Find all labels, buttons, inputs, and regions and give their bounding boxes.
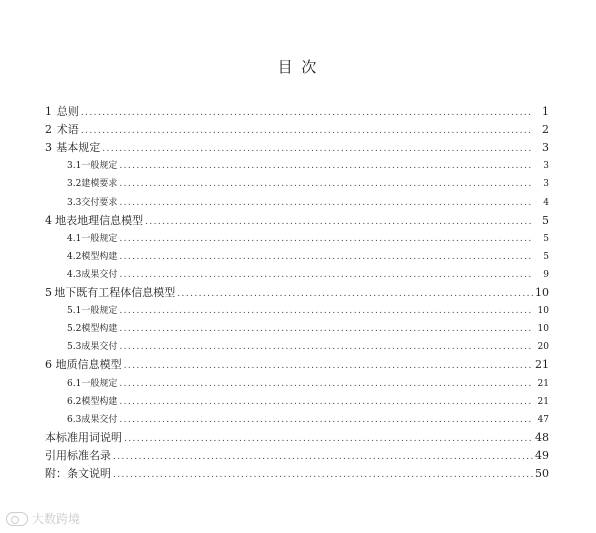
toc-section-row[interactable] — [45, 121, 549, 139]
toc-page-number: 20 — [537, 342, 549, 353]
toc-label: 附：条文说明 — [45, 467, 111, 480]
toc-leader-dots — [145, 213, 533, 231]
toc-number: 5.2 — [67, 324, 82, 335]
toc-leader-dots — [119, 302, 533, 320]
toc-leader-dots — [81, 104, 533, 122]
toc-subsection-row[interactable] — [67, 411, 549, 429]
toc-number: 5 — [45, 286, 52, 299]
toc-page-number: 9 — [543, 269, 549, 280]
toc-section-row[interactable] — [45, 429, 549, 447]
toc-leader-dots — [119, 320, 533, 338]
toc-label: 引用标准名录 — [45, 448, 111, 462]
toc-page-number: 47 — [537, 414, 549, 425]
watermark — [6, 510, 80, 527]
watermark-text: 大数跨境 — [32, 512, 81, 526]
toc-page-number: 21 — [537, 378, 549, 389]
toc-page-number: 48 — [535, 430, 549, 444]
toc-page-number: 4 — [543, 197, 549, 208]
toc-subsection-row[interactable] — [67, 157, 549, 175]
toc-leader-dots — [124, 430, 533, 448]
page-title: 目 次 — [277, 58, 319, 76]
toc-leader-dots — [119, 393, 533, 411]
toc-section-row[interactable] — [45, 284, 549, 302]
toc-page-number: 10 — [537, 306, 549, 317]
toc-number: 3.2 — [67, 179, 82, 190]
toc-leader-dots — [119, 338, 533, 356]
toc-leader-dots — [119, 157, 533, 175]
toc-page-number: 3 — [542, 141, 549, 155]
toc-subsection-row[interactable] — [67, 194, 549, 212]
toc-leader-dots — [119, 411, 533, 429]
toc-leader-dots — [119, 248, 533, 266]
toc-number: 2 — [45, 123, 52, 137]
toc-number: 6.2 — [67, 396, 82, 407]
toc-label: 地下既有工程体信息模型 — [54, 286, 176, 299]
toc-number: 1 — [45, 105, 52, 118]
toc-subsection-row[interactable] — [67, 230, 549, 248]
toc-number: 5.1 — [67, 306, 82, 317]
toc-subsection-row[interactable] — [67, 266, 549, 284]
toc-number: 3 — [45, 141, 52, 155]
toc-subsection-row[interactable] — [67, 175, 549, 193]
toc-subsection-row[interactable] — [67, 320, 549, 338]
toc-label: 一般规定 — [81, 161, 118, 172]
toc-number: 4 — [45, 213, 52, 227]
toc-label: 本标准用词说明 — [45, 430, 122, 444]
toc-page-number: 5 — [542, 213, 549, 227]
toc-label: 模型构建 — [81, 251, 118, 262]
toc-section-row[interactable] — [45, 356, 549, 374]
toc-page-number: 5 — [543, 251, 549, 262]
toc-page-number: 50 — [535, 467, 549, 480]
toc-number: 4.2 — [67, 251, 82, 262]
toc-number: 6 — [45, 358, 52, 372]
toc-subsection-row[interactable] — [67, 393, 549, 411]
toc-label: 建模要求 — [81, 179, 118, 190]
toc-leader-dots — [119, 230, 533, 248]
toc-label: 交付要求 — [81, 197, 118, 208]
toc-leader-dots — [113, 448, 533, 466]
toc-leader-dots — [119, 175, 533, 193]
toc-page-number: 3 — [543, 161, 549, 172]
toc-number: 6.3 — [67, 414, 82, 425]
toc-leader-dots — [119, 375, 533, 393]
toc-label: 成果交付 — [81, 414, 118, 425]
toc-number: 4.3 — [67, 269, 82, 280]
toc-page-number: 10 — [535, 286, 549, 299]
toc-label: 一般规定 — [81, 378, 118, 389]
toc-leader-dots — [119, 194, 533, 212]
toc-page-number: 10 — [537, 324, 549, 335]
toc-number: 3.1 — [67, 161, 82, 172]
toc-label: 地表地理信息模型 — [55, 213, 144, 227]
toc-page-number: 1 — [542, 105, 549, 118]
toc-section-row[interactable] — [45, 103, 549, 121]
toc-page-number: 49 — [535, 448, 549, 462]
toc-label: 一般规定 — [81, 306, 118, 317]
toc-label: 基本规定 — [56, 141, 101, 155]
toc-label: 一般规定 — [81, 233, 118, 244]
toc-page-number: 5 — [543, 233, 549, 244]
toc-section-row[interactable] — [45, 447, 549, 465]
toc-page-number: 2 — [542, 123, 549, 137]
toc-label: 模型构建 — [81, 396, 118, 407]
toc-number: 6.1 — [67, 378, 82, 389]
toc-section-row[interactable] — [45, 465, 549, 483]
toc-section-row[interactable] — [45, 139, 549, 157]
toc-label: 模型构建 — [81, 324, 118, 335]
toc-number: 4.1 — [67, 233, 82, 244]
toc-page-number: 21 — [537, 396, 549, 407]
toc-number: 5.3 — [67, 342, 82, 353]
toc-number: 3.3 — [67, 197, 82, 208]
toc-leader-dots — [124, 357, 533, 375]
toc-page-number: 3 — [543, 179, 549, 190]
toc-subsection-row[interactable] — [67, 302, 549, 320]
toc-label: 成果交付 — [81, 342, 118, 353]
toc-leader-dots — [81, 122, 533, 140]
toc-leader-dots — [113, 466, 533, 484]
toc-leader-dots — [119, 266, 533, 284]
toc-label: 总则 — [56, 105, 79, 118]
toc-leader-dots — [177, 285, 533, 303]
toc-leader-dots — [102, 140, 533, 158]
toc-page-number: 21 — [535, 358, 549, 372]
toc-section-row[interactable] — [45, 212, 549, 230]
watermark-logo-icon — [6, 512, 28, 526]
toc-subsection-row[interactable] — [67, 375, 549, 393]
toc-label: 地质信息模型 — [55, 358, 122, 372]
toc-label: 术语 — [56, 123, 79, 137]
toc-label: 成果交付 — [81, 269, 118, 280]
toc-subsection-row[interactable] — [67, 248, 549, 266]
toc-subsection-row[interactable] — [67, 338, 549, 356]
